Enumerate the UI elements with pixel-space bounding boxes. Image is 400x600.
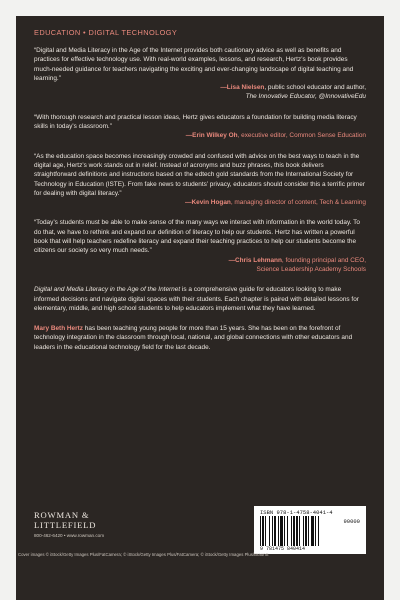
reviewer-name: —Chris Lehmann [228,256,282,264]
publisher-line-1: ROWMAN & [34,510,90,520]
reviewer-name: —Kevin Hogan [185,199,231,207]
publisher-line-2: LITTLEFIELD [34,520,97,530]
reviewer-role: , public school educator and author, [264,84,366,92]
author-bio [34,324,366,352]
reviewer-role-2: The Innovative Educator, @InnovativeEdu [245,93,366,101]
book-title: Digital and Media Literacy in the Age of the Internet [34,286,181,294]
review-3 [34,152,366,208]
review-attribution [34,256,366,275]
review-text: “Today’s students must be able to make sense of the many ways we interact with information in the world today. To do that, we have to rethink and expand our definition of literacy to help our students. Hertz has written a powerful book that will help teachers redefine literacy and expand their teaching practices to help our students become the citizens our society so very much needs.” [34,219,360,255]
review-text: “With thorough research and practical lesson ideas, Hertz gives educators a foundation for building media literacy skills in today’s classroom.” [34,113,357,131]
reviewer-role-2: Science Leadership Academy Schools [256,265,366,273]
reviewer-role: , executive editor, Common Sense Education [237,132,366,140]
author-name: Mary Beth Hertz [34,325,84,333]
reviewer-role: , founding principal and CEO, [281,256,366,264]
description-text: is a comprehensive guide for educators looking to make informed decisions and navigate digital spaces with their students. Each chapter is paired with detailed lessons for elementary, middle, and high school students to help educators implement what they have learned. [34,286,359,312]
price-code: 90000 [343,518,360,525]
barcode-digits: 9 781475 840414 [260,546,306,552]
publisher-contact: 800-462-6420 • www.rowman.com [34,533,105,538]
book-description [34,285,366,313]
isbn-text: ISBN 978-1-4758-4041-4 [260,509,333,516]
review-attribution [34,198,366,207]
review-attribution [34,83,366,102]
reviewer-name: —Erin Wilkey Oh [185,132,238,140]
review-attribution [34,131,366,140]
review-text: “Digital and Media Literacy in the Age of the Internet provides both cautionary advice as well as benefits and practices for effective technology use. With real-world examples, lessons, and research, Hertz’s book provides much-needed guidance for teachers navigating the exciting and ever-changing landscape of digital teaching and learning.” [34,47,354,82]
category-label: EDUCATION • DIGITAL TECHNOLOGY [34,28,178,37]
image-credits: Cover images © iStock/Getty Images Plus/FatCamera; © iStock/Getty Images Plus/FatCamera; © iStock/Getty Images Plus/BraunS [18,552,269,557]
reviewer-name: —Lisa Nielsen [220,84,265,92]
reviewer-role: , managing director of content, Tech & Learning [230,199,366,207]
review-text: “As the education space becomes increasingly crowded and confused with advice on the best ways to teach in the digital age, Hertz’s work stands out in relief. Instead of acronyms and buzz phrases, this book delivers straightforward definitions and instructions based on the edtech gold standards from the International Society for Technology in Education (ISTE). From fake news to students’ privacy, educators should consider this a terrific primer for dealing with digital literacy.” [34,152,365,197]
review-1 [34,46,366,102]
bio-text: has been teaching young people for more than 15 years. She has been on the forefront of technology integration in the classroom through local, national, and global connections with other educators and leaders in the educational technology field for the last decade. [34,325,353,351]
review-4 [34,218,366,274]
review-2 [34,113,366,141]
cover-footer [34,506,366,554]
barcode-bars [260,516,338,546]
publisher-logo [34,510,96,530]
barcode [254,506,366,554]
